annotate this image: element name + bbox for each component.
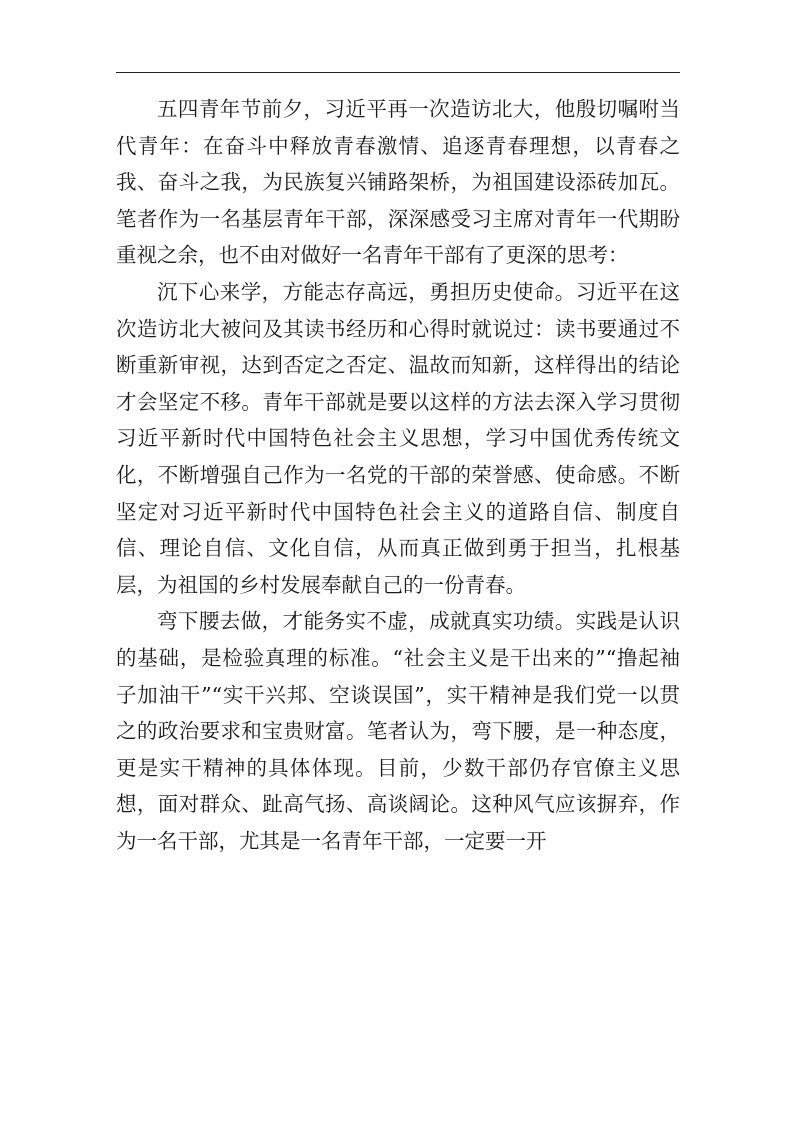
paragraph: 弯下腰去做，才能务实不虚，成就真实功绩。实践是认识的基础，是检验真理的标准。“社会主义是干出来的”“撸起袖子加油干”“实干兴邦、空谈误国”，实干精神是我们党一以贯之的政治要求和宝贵财富。笔者认为，弯下腰，是一种态度，更是实干精神的具体体现。目前，少数干部仍存官僚主义思想，面对群众、趾高气扬、高谈阔论。这种风气应该摒弃，作为一名干部，尤其是一名青年干部，一定要一开: [116, 609, 680, 853]
paragraph: 五四青年节前夕，习近平再一次造访北大，他殷切嘱咐当代青年：在奋斗中释放青春激情、追逐青春理想，以青春之我、奋斗之我，为民族复兴铺路架桥，为祖国建设添砖加瓦。笔者作为一名基层青年干部，深深感受习主席对青年一代期盼重视之余，也不由对做好一名青年干部有了更深的思考：: [116, 97, 680, 268]
paragraph: 沉下心来学，方能志存高远，勇担历史使命。习近平在这次造访北大被问及其读书经历和心得时就说过：读书要通过不断重新审视，达到否定之否定、温故而知新，这样得出的结论才会坚定不移。青年干部就是要以这样的方法去深入学习贯彻习近平新时代中国特色社会主义思想，学习中国优秀传统文化，不断增强自己作为一名党的干部的荣誉感、使命感。不断坚定对习近平新时代中国特色社会主义的道路自信、制度自信、理论自信、文化自信，从而真正做到勇于担当，扎根基层，为祖国的乡村发展奉献自己的一份青春。: [116, 279, 680, 597]
header-rule: [116, 72, 680, 73]
document-body: [116, 91, 680, 859]
